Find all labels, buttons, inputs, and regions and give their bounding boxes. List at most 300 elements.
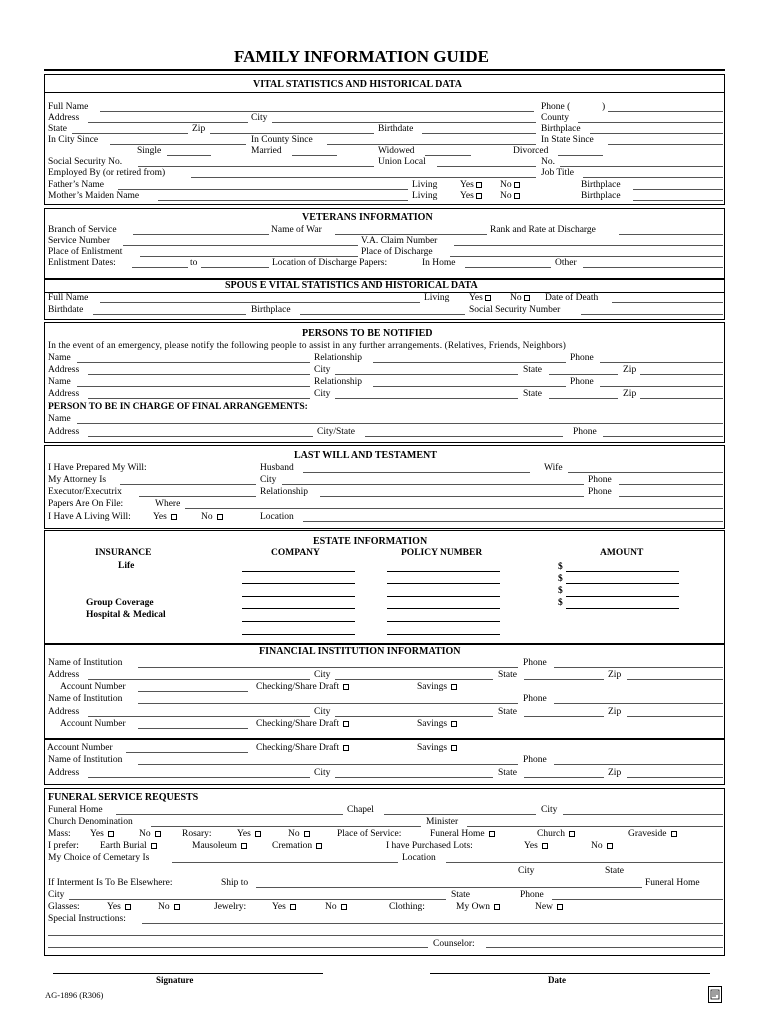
field-inst2-zip[interactable] bbox=[627, 716, 723, 717]
inst3-savings-option[interactable] bbox=[417, 744, 457, 754]
label-yes: Yes bbox=[460, 191, 474, 201]
field-spouse-birthdate[interactable] bbox=[93, 314, 246, 315]
label-notify1-address: Address bbox=[48, 365, 80, 375]
label-inst1-city: City bbox=[314, 670, 331, 680]
field-notify1-name[interactable] bbox=[77, 362, 310, 363]
checkbox[interactable] bbox=[155, 831, 161, 837]
mausoleum-option[interactable] bbox=[192, 842, 247, 852]
label-notify2-relationship: Relationship bbox=[314, 377, 363, 387]
label-notify1-relationship: Relationship bbox=[314, 353, 363, 363]
label-inst3-zip: Zip bbox=[608, 768, 622, 778]
field-special-1[interactable] bbox=[142, 923, 723, 924]
label-notify2-city: City bbox=[314, 389, 331, 399]
label-inst2-phone: Phone bbox=[523, 694, 547, 704]
title-rule bbox=[44, 69, 725, 71]
label-notify2-state: State bbox=[523, 389, 542, 399]
checkbox[interactable] bbox=[514, 193, 520, 199]
notify-intro: In the event of an emergency, please notify the following people to assist in any further arrangements. (Relatives, Friends, Neighbors) bbox=[48, 341, 567, 351]
label-in-county-since: In County Since bbox=[251, 135, 313, 145]
field-fathers-name[interactable] bbox=[118, 189, 408, 190]
label-funeral-city: City bbox=[541, 805, 558, 815]
field-in-city-since[interactable] bbox=[110, 144, 246, 145]
field-charge-phone[interactable] bbox=[603, 436, 723, 437]
checkbox[interactable] bbox=[671, 831, 677, 837]
field-company-5[interactable] bbox=[242, 621, 355, 622]
field-name-of-war[interactable] bbox=[335, 234, 487, 235]
field-place-discharge[interactable] bbox=[450, 256, 723, 257]
field-phone[interactable] bbox=[552, 899, 723, 900]
jewelry-yes-option[interactable] bbox=[272, 903, 296, 913]
field-minister[interactable] bbox=[467, 826, 723, 827]
field-county[interactable] bbox=[578, 122, 723, 123]
field-inst3-address[interactable] bbox=[88, 777, 310, 778]
field-where[interactable] bbox=[185, 508, 723, 509]
checkbox[interactable] bbox=[341, 904, 347, 910]
spouse-yes-option[interactable] bbox=[469, 294, 491, 304]
field-job-title[interactable] bbox=[583, 177, 723, 178]
label-signature: Signature bbox=[156, 975, 194, 985]
label-inst1-name: Name of Institution bbox=[48, 658, 123, 668]
glasses-yes-option[interactable] bbox=[107, 903, 131, 913]
label-attorney-phone: Phone bbox=[588, 475, 612, 485]
page-title: FAMILY INFORMATION GUIDE bbox=[234, 47, 490, 66]
label-other: Other bbox=[555, 258, 577, 268]
field-ship-to[interactable] bbox=[256, 887, 642, 888]
field-full-name[interactable] bbox=[100, 111, 534, 112]
field-policy-5[interactable] bbox=[387, 621, 500, 622]
field-amount-1[interactable] bbox=[566, 571, 679, 572]
label-inst2-city: City bbox=[314, 707, 331, 717]
field-spouse-birthplace[interactable] bbox=[300, 314, 465, 315]
field-branch[interactable] bbox=[133, 234, 269, 235]
field-husband[interactable] bbox=[303, 472, 530, 473]
field-service-number[interactable] bbox=[123, 245, 358, 246]
field-attorney-city[interactable] bbox=[282, 484, 584, 485]
field-union-local[interactable] bbox=[437, 166, 536, 167]
field-single[interactable] bbox=[167, 155, 211, 156]
field-policy-1[interactable] bbox=[387, 571, 500, 572]
label-savings: Savings bbox=[417, 719, 448, 729]
field-birthplace[interactable] bbox=[590, 133, 723, 134]
field-notify1-relationship[interactable] bbox=[373, 362, 566, 363]
field-notify1-zip[interactable] bbox=[640, 374, 723, 375]
label-notify1-city: City bbox=[314, 365, 331, 375]
field-charge-name[interactable] bbox=[77, 423, 723, 424]
field-company-4[interactable] bbox=[242, 608, 355, 609]
field-mothers-maiden[interactable] bbox=[158, 200, 408, 201]
field-inst2-state[interactable] bbox=[524, 716, 604, 717]
field-inst1-name[interactable] bbox=[138, 667, 518, 668]
checkbox[interactable] bbox=[343, 745, 349, 751]
label-yes: Yes bbox=[90, 829, 104, 839]
label-no: No bbox=[201, 512, 213, 522]
field-executor-relationship[interactable] bbox=[320, 496, 584, 497]
dollar-sign: $ bbox=[558, 598, 563, 608]
field-executor-phone[interactable] bbox=[619, 496, 723, 497]
label-inst3-phone: Phone bbox=[523, 755, 547, 765]
field-company-3[interactable] bbox=[242, 596, 355, 597]
field-policy-3[interactable] bbox=[387, 596, 500, 597]
label-yes: Yes bbox=[107, 902, 121, 912]
label-mother-birthplace: Birthplace bbox=[581, 191, 621, 201]
funeral-header: FUNERAL SERVICE REQUESTS bbox=[48, 792, 199, 803]
checkbox[interactable] bbox=[171, 514, 177, 520]
clothing-my-own-option[interactable] bbox=[456, 903, 500, 913]
field-funeral-city[interactable] bbox=[563, 814, 723, 815]
label-in-city-since: In City Since bbox=[48, 135, 99, 145]
rosary-no-option[interactable] bbox=[288, 830, 310, 840]
checkbox[interactable] bbox=[316, 843, 322, 849]
field-location[interactable] bbox=[446, 862, 723, 863]
label-inst1-address: Address bbox=[48, 670, 80, 680]
field-funeral-home[interactable] bbox=[116, 814, 343, 815]
field-inst1-address[interactable] bbox=[88, 679, 310, 680]
label-full-name: Full Name bbox=[48, 102, 89, 112]
printer-logo-icon bbox=[708, 986, 722, 1003]
field-inst2-city[interactable] bbox=[335, 716, 493, 717]
field-married[interactable] bbox=[292, 155, 337, 156]
label-mothers-maiden: Mother’s Maiden Name bbox=[48, 191, 140, 201]
field-va-claim[interactable] bbox=[454, 245, 723, 246]
label-wife: Wife bbox=[544, 463, 563, 473]
label-charge-city-state: City/State bbox=[317, 427, 355, 437]
checkbox[interactable] bbox=[514, 182, 520, 188]
field-employed-by[interactable] bbox=[191, 177, 536, 178]
inst3-checking-option[interactable] bbox=[256, 744, 349, 754]
rosary-yes-option[interactable] bbox=[237, 830, 261, 840]
father-no-option[interactable] bbox=[500, 181, 520, 191]
field-address[interactable] bbox=[88, 122, 248, 123]
service-graveside-option[interactable] bbox=[628, 830, 677, 840]
label-address: Address bbox=[48, 113, 80, 123]
label-my-own: My Own bbox=[456, 902, 491, 912]
label-yes: Yes bbox=[153, 512, 167, 522]
label-notify2-zip: Zip bbox=[623, 389, 637, 399]
label-inst3-account: Account Number bbox=[47, 743, 113, 753]
signature-line[interactable] bbox=[53, 973, 323, 974]
label-inst3-city: City bbox=[314, 768, 331, 778]
label-savings: Savings bbox=[417, 682, 448, 692]
label-employed-by: Employed By (or retired from) bbox=[48, 168, 166, 178]
label-va-claim: V.A. Claim Number bbox=[361, 236, 438, 246]
checkbox[interactable] bbox=[304, 831, 310, 837]
field-chapel[interactable] bbox=[384, 814, 536, 815]
field-mother-birthplace[interactable] bbox=[633, 200, 723, 201]
service-church-option[interactable] bbox=[537, 830, 575, 840]
label-inst2-name: Name of Institution bbox=[48, 694, 123, 704]
field-company-2[interactable] bbox=[242, 583, 355, 584]
label-cremation: Cremation bbox=[272, 841, 313, 851]
label-spouse-birthplace: Birthplace bbox=[251, 305, 291, 315]
field-in-state-since[interactable] bbox=[608, 144, 723, 145]
checkbox[interactable] bbox=[125, 904, 131, 910]
field-rank[interactable] bbox=[619, 234, 723, 235]
field-location[interactable] bbox=[303, 521, 723, 522]
field-place-enlistment[interactable] bbox=[140, 256, 358, 257]
checkbox[interactable] bbox=[476, 193, 482, 199]
label-inst2-state: State bbox=[498, 707, 517, 717]
field-notify1-state[interactable] bbox=[549, 374, 618, 375]
label-inst3-name: Name of Institution bbox=[48, 755, 123, 765]
inst2-savings-option[interactable] bbox=[417, 720, 457, 730]
label-branch: Branch of Service bbox=[48, 225, 117, 235]
field-inst1-account[interactable] bbox=[138, 691, 248, 692]
field-charge-city-state[interactable] bbox=[365, 436, 563, 437]
checkbox[interactable] bbox=[151, 843, 157, 849]
label-no: No bbox=[139, 829, 151, 839]
field-state[interactable] bbox=[72, 133, 188, 134]
field-notify2-name[interactable] bbox=[77, 386, 310, 387]
field-amount-4[interactable] bbox=[566, 608, 679, 609]
label-state-2: State bbox=[451, 890, 470, 900]
col-company: COMPANY bbox=[271, 548, 320, 558]
field-phone[interactable] bbox=[608, 111, 723, 112]
label-church: Church bbox=[537, 829, 565, 839]
checkbox[interactable] bbox=[476, 182, 482, 188]
lots-yes-option[interactable] bbox=[524, 842, 548, 852]
field-executor[interactable] bbox=[139, 496, 256, 497]
inst1-savings-option[interactable] bbox=[417, 683, 457, 693]
field-birthdate[interactable] bbox=[422, 133, 536, 134]
label-special-instructions: Special Instructions: bbox=[48, 914, 126, 924]
field-enlist-from[interactable] bbox=[132, 267, 188, 268]
field-notify2-relationship[interactable] bbox=[373, 386, 566, 387]
label-husband: Husband bbox=[260, 463, 294, 473]
label-notify1-name: Name bbox=[48, 353, 71, 363]
vital-header-rule bbox=[44, 92, 725, 93]
field-inst1-city[interactable] bbox=[335, 679, 493, 680]
clothing-new-option[interactable] bbox=[535, 903, 563, 913]
field-notify2-phone[interactable] bbox=[600, 386, 723, 387]
label-ship-to: Ship to bbox=[221, 878, 249, 888]
field-cemetery[interactable] bbox=[172, 862, 398, 863]
label-inst1-state: State bbox=[498, 670, 517, 680]
field-notify2-zip[interactable] bbox=[640, 398, 723, 399]
field-company-6[interactable] bbox=[242, 634, 355, 635]
label-state-col: State bbox=[605, 866, 624, 876]
field-date-of-death[interactable] bbox=[612, 302, 723, 303]
date-line[interactable] bbox=[430, 973, 710, 974]
label-birthplace: Birthplace bbox=[541, 124, 581, 134]
field-counselor[interactable] bbox=[486, 947, 723, 948]
form-number: AG-1896 (R306) bbox=[45, 990, 104, 1000]
field-inst2-account[interactable] bbox=[138, 728, 248, 729]
field-spouse-full-name[interactable] bbox=[100, 302, 420, 303]
label-to: to bbox=[190, 258, 198, 268]
mass-yes-option[interactable] bbox=[90, 830, 114, 840]
checkbox[interactable] bbox=[343, 684, 349, 690]
label-charge-name: Name bbox=[48, 414, 71, 424]
label-inst2-address: Address bbox=[48, 707, 80, 717]
label-date-of-death: Date of Death bbox=[545, 293, 599, 303]
checkbox[interactable] bbox=[557, 904, 563, 910]
field-inst2-address[interactable] bbox=[88, 716, 310, 717]
field-inst2-phone[interactable] bbox=[554, 703, 723, 704]
earth-burial-option[interactable] bbox=[100, 842, 157, 852]
label-union-local: Union Local bbox=[378, 157, 426, 167]
field-attorney-phone[interactable] bbox=[619, 484, 723, 485]
label-notify2-address: Address bbox=[48, 389, 80, 399]
label-no: No bbox=[500, 180, 512, 190]
checkbox[interactable] bbox=[524, 295, 530, 301]
label-hospital: Hospital & Medical bbox=[86, 610, 166, 620]
jewelry-no-option[interactable] bbox=[325, 903, 347, 913]
field-notify1-address[interactable] bbox=[88, 374, 310, 375]
checkbox[interactable] bbox=[174, 904, 180, 910]
field-attorney[interactable] bbox=[120, 484, 256, 485]
field-policy-6[interactable] bbox=[387, 634, 500, 635]
glasses-no-option[interactable] bbox=[158, 903, 180, 913]
label-city-3: City bbox=[48, 890, 65, 900]
field-ssn[interactable] bbox=[138, 166, 374, 167]
inst2-checking-option[interactable] bbox=[256, 720, 349, 730]
field-notify1-phone[interactable] bbox=[600, 362, 723, 363]
label-no: No bbox=[288, 829, 300, 839]
dollar-sign: $ bbox=[558, 586, 563, 596]
label-mass: Mass: bbox=[48, 829, 71, 839]
label-funeral-home-2: Funeral Home bbox=[645, 878, 700, 888]
label-inst1-account: Account Number bbox=[60, 682, 126, 692]
field-church-denom[interactable] bbox=[151, 826, 421, 827]
checkbox[interactable] bbox=[255, 831, 261, 837]
label-spouse-living: Living bbox=[424, 293, 450, 303]
label-married: Married bbox=[251, 146, 282, 156]
mother-no-option[interactable] bbox=[500, 192, 520, 202]
label-city-col: City bbox=[518, 866, 535, 876]
label-fathers-name: Father’s Name bbox=[48, 180, 105, 190]
label-location: Location bbox=[402, 853, 436, 863]
field-inst2-name[interactable] bbox=[138, 703, 518, 704]
checkbox[interactable] bbox=[451, 745, 457, 751]
field-inst3-phone[interactable] bbox=[554, 764, 723, 765]
field-spouse-ssn[interactable] bbox=[581, 314, 723, 315]
checkbox[interactable] bbox=[607, 843, 613, 849]
label-spouse-birthdate: Birthdate bbox=[48, 305, 84, 315]
label-notify1-phone: Phone bbox=[570, 353, 594, 363]
field-zip[interactable] bbox=[210, 133, 374, 134]
col-policy: POLICY NUMBER bbox=[401, 548, 483, 558]
label-notify1-state: State bbox=[523, 365, 542, 375]
checkbox[interactable] bbox=[489, 831, 495, 837]
label-checking: Checking/Share Draft bbox=[256, 682, 340, 692]
checkbox[interactable] bbox=[494, 904, 500, 910]
field-special-2[interactable] bbox=[48, 935, 723, 936]
vital-section bbox=[44, 74, 725, 205]
field-notify1-city[interactable] bbox=[335, 374, 518, 375]
field-inst3-zip[interactable] bbox=[627, 777, 723, 778]
field-inst3-name[interactable] bbox=[138, 764, 518, 765]
label-birthdate: Birthdate bbox=[378, 124, 414, 134]
field-inst3-account[interactable] bbox=[126, 752, 248, 753]
checkbox[interactable] bbox=[217, 514, 223, 520]
field-father-birthplace[interactable] bbox=[633, 189, 723, 190]
checkbox[interactable] bbox=[343, 721, 349, 727]
father-yes-option[interactable] bbox=[460, 181, 482, 191]
living-will-yes-option[interactable] bbox=[153, 513, 177, 523]
field-city-3[interactable] bbox=[69, 899, 446, 900]
label-yes: Yes bbox=[524, 841, 538, 851]
checkbox[interactable] bbox=[569, 831, 575, 837]
label-inst1-zip: Zip bbox=[608, 670, 622, 680]
service-funeral-home-option[interactable] bbox=[430, 830, 495, 840]
field-wife[interactable] bbox=[568, 472, 723, 473]
field-notify2-city[interactable] bbox=[335, 398, 518, 399]
label-date: Date bbox=[548, 975, 566, 985]
label-no: No. bbox=[541, 157, 555, 167]
field-policy-4[interactable] bbox=[387, 608, 500, 609]
field-inst1-zip[interactable] bbox=[627, 679, 723, 680]
mother-yes-option[interactable] bbox=[460, 192, 482, 202]
field-notify2-address[interactable] bbox=[88, 398, 310, 399]
label-new: New bbox=[535, 902, 553, 912]
spouse-no-option[interactable] bbox=[510, 294, 530, 304]
label-papers-on-file: Papers Are On File: bbox=[48, 499, 124, 509]
label-glasses: Glasses: bbox=[48, 902, 80, 912]
checkbox[interactable] bbox=[542, 843, 548, 849]
mass-no-option[interactable] bbox=[139, 830, 161, 840]
label-spouse-full-name: Full Name bbox=[48, 293, 89, 303]
field-in-county-since[interactable] bbox=[327, 144, 536, 145]
checkbox[interactable] bbox=[241, 843, 247, 849]
label-ssn: Social Security No. bbox=[48, 157, 123, 167]
field-divorced[interactable] bbox=[558, 155, 603, 156]
field-in-home[interactable] bbox=[465, 267, 551, 268]
label-checking: Checking/Share Draft bbox=[256, 719, 340, 729]
label-city: City bbox=[251, 113, 268, 123]
label-place-discharge: Place of Discharge bbox=[361, 247, 433, 257]
living-will-no-option[interactable] bbox=[201, 513, 223, 523]
checkbox[interactable] bbox=[451, 721, 457, 727]
label-group: Group Coverage bbox=[86, 598, 154, 608]
field-no[interactable] bbox=[560, 166, 723, 167]
label-zip: Zip bbox=[192, 124, 206, 134]
label-place-of-service: Place of Service: bbox=[337, 829, 402, 839]
inst1-checking-option[interactable] bbox=[256, 683, 349, 693]
field-inst3-city[interactable] bbox=[335, 777, 493, 778]
label-no: No bbox=[500, 191, 512, 201]
field-amount-3[interactable] bbox=[566, 596, 679, 597]
label-rosary: Rosary: bbox=[182, 829, 212, 839]
field-charge-address[interactable] bbox=[88, 436, 313, 437]
label-place-enlistment: Place of Enlistment bbox=[48, 247, 123, 257]
label-widowed: Widowed bbox=[378, 146, 415, 156]
field-enlist-to[interactable] bbox=[201, 267, 269, 268]
field-widowed[interactable] bbox=[425, 155, 471, 156]
label-cemetery: My Choice of Cemetary Is bbox=[48, 853, 150, 863]
label-attorney: My Attorney Is bbox=[48, 475, 107, 485]
checkbox[interactable] bbox=[451, 684, 457, 690]
field-inst1-state[interactable] bbox=[524, 679, 604, 680]
field-other[interactable] bbox=[583, 267, 723, 268]
checkbox[interactable] bbox=[485, 295, 491, 301]
lots-no-option[interactable] bbox=[591, 842, 613, 852]
label-living-will: I Have A Living Will: bbox=[48, 512, 131, 522]
field-inst3-state[interactable] bbox=[524, 777, 604, 778]
cremation-option[interactable] bbox=[272, 842, 322, 852]
notify-header: PERSONS TO BE NOTIFIED bbox=[302, 328, 433, 339]
field-special-3[interactable] bbox=[48, 947, 428, 948]
field-inst1-phone[interactable] bbox=[554, 667, 723, 668]
label-inst1-phone: Phone bbox=[523, 658, 547, 668]
checkbox[interactable] bbox=[290, 904, 296, 910]
label-county: County bbox=[541, 113, 569, 123]
field-city[interactable] bbox=[272, 122, 536, 123]
field-company-1[interactable] bbox=[242, 571, 355, 572]
field-amount-2[interactable] bbox=[566, 583, 679, 584]
checkbox[interactable] bbox=[108, 831, 114, 837]
field-policy-2[interactable] bbox=[387, 583, 500, 584]
field-notify2-state[interactable] bbox=[549, 398, 618, 399]
